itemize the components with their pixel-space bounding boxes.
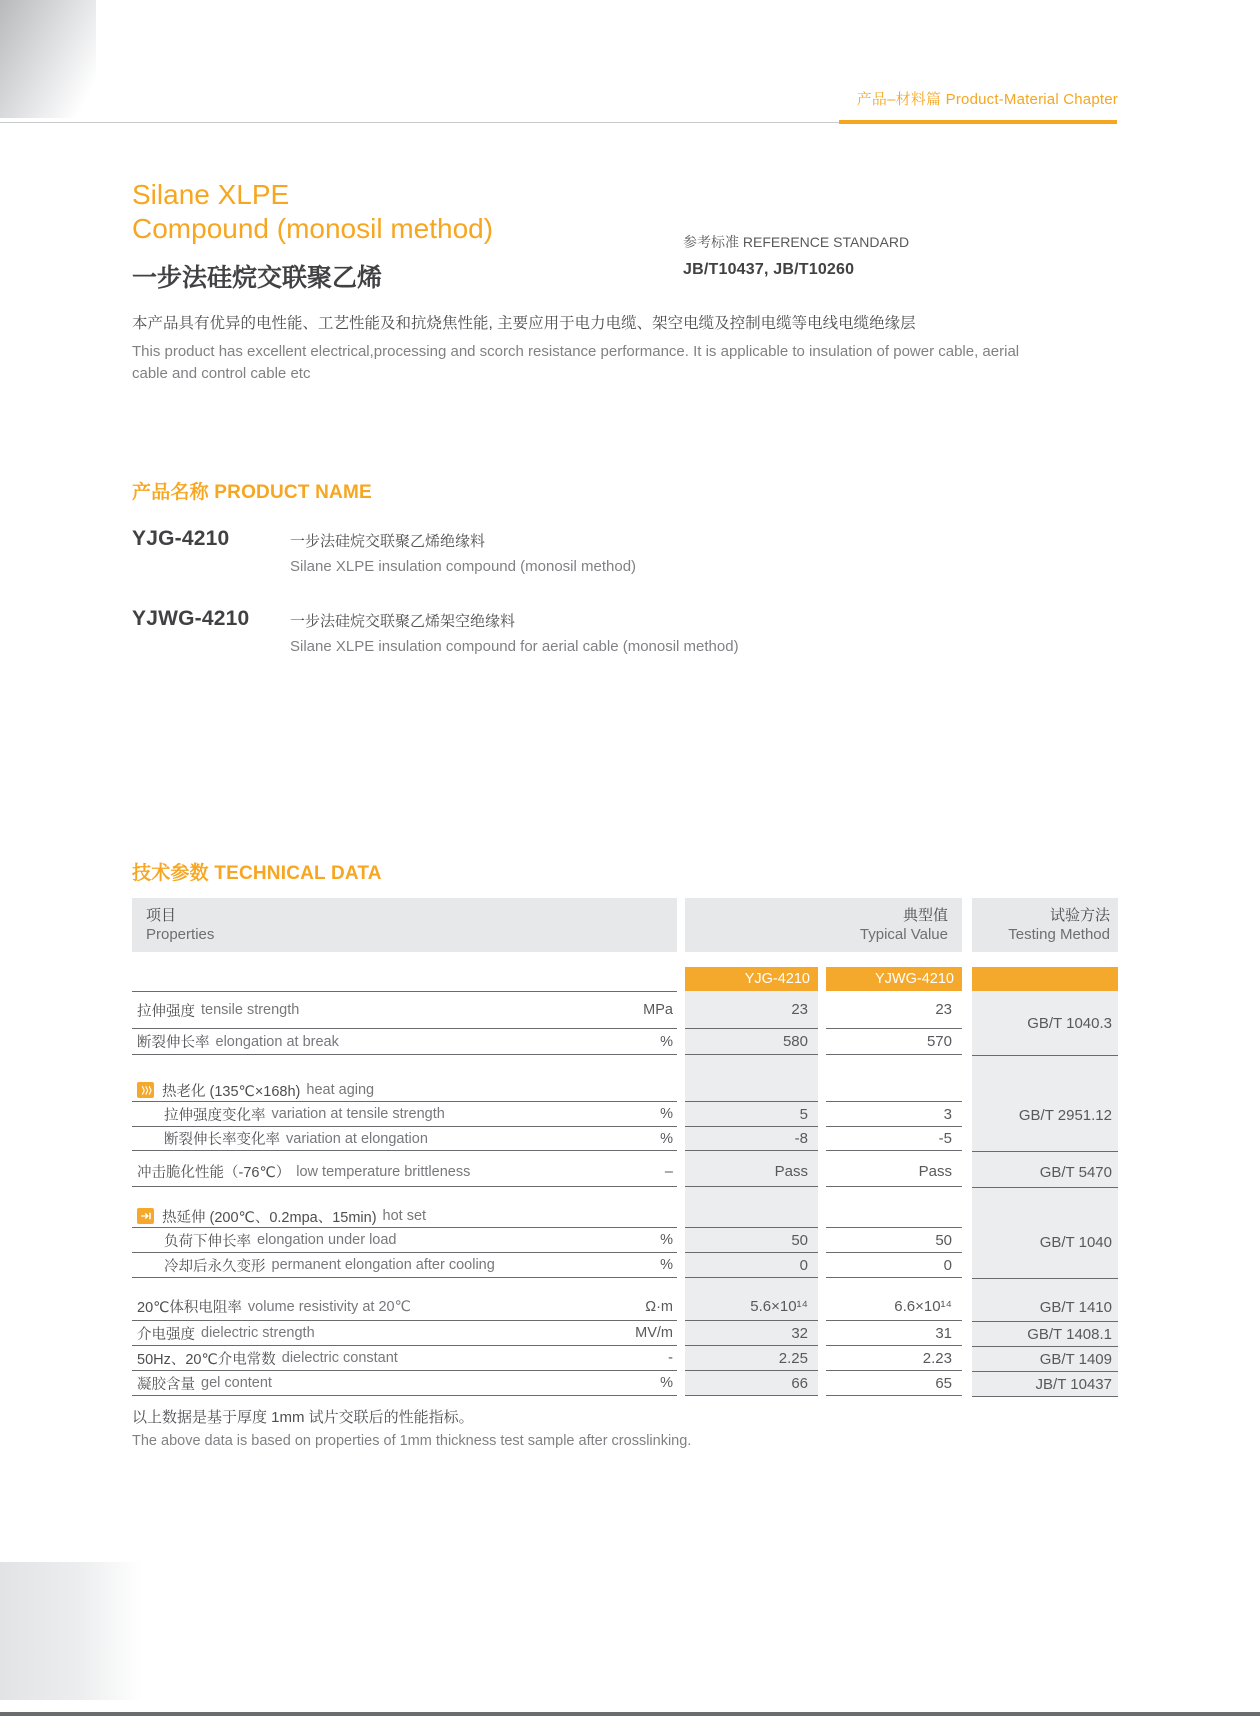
value-yjg: Pass: [685, 1157, 818, 1187]
header-typical-value: [685, 898, 962, 952]
row-label-zh: 拉伸强度变化率: [164, 1107, 266, 1124]
row-label-en: low temperature brittleness: [296, 1163, 471, 1180]
value-yjwg: Pass: [826, 1157, 962, 1187]
value-yjwg: 23: [826, 991, 962, 1029]
row-unit: %: [660, 1106, 673, 1122]
page-title: [132, 178, 493, 246]
row-label-zh: 20℃体积电阻率: [137, 1300, 242, 1316]
column-label-testing-bar: [972, 967, 1118, 991]
footnote-en: The above data is based on properties of 1mm thickness test sample after crosslinking.: [132, 1433, 692, 1449]
table-spacer-row: [132, 1187, 962, 1205]
bottom-left-gradient: [0, 1562, 142, 1700]
testing-method-column: [972, 991, 1118, 1397]
heat-waves-icon: [137, 1082, 154, 1098]
table-row-dielectric-constant: [132, 1346, 962, 1371]
product-name-heading: 产品名称 PRODUCT NAME: [132, 482, 372, 503]
table-footnote: [132, 1406, 691, 1449]
table-row-elongation-at-break: [132, 1029, 962, 1055]
row-label-zh: 断裂伸长率变化率: [164, 1132, 280, 1148]
testing-method-cell: JB/T 10437: [972, 1372, 1118, 1397]
technical-data-heading: 技术参数 TECHNICAL DATA: [132, 863, 382, 884]
header-typical-zh: 典型值: [902, 907, 948, 924]
row-label-zh: 拉伸强度: [137, 1003, 195, 1020]
value-yjg: 0: [685, 1253, 818, 1278]
value-yjwg: 50: [826, 1228, 962, 1253]
value-yjwg: 2.23: [826, 1346, 962, 1371]
table-group-heat-aging: [132, 1079, 962, 1102]
row-label-en: heat aging: [306, 1082, 375, 1098]
header-testing-en: Testing Method: [1008, 926, 1110, 943]
table-spacer-row: [132, 1055, 962, 1079]
reference-standard-value: JB/T10437, JB/T10260: [683, 261, 855, 278]
table-body: [132, 991, 962, 1396]
table-group-hot-set: [132, 1205, 962, 1228]
value-yjwg: 570: [826, 1029, 962, 1055]
row-unit: –: [664, 1163, 673, 1180]
table-spacer-row: [132, 1278, 962, 1293]
product-desc-en: Silane XLPE insulation compound (monosil method): [290, 558, 637, 575]
column-label-yjg: YJG-4210: [685, 967, 818, 991]
footnote-zh: 以上数据是基于厚度 1mm 试片交联后的性能指标。: [132, 1409, 474, 1426]
table-row-permanent-elongation: [132, 1253, 962, 1278]
table-row-gel-content: [132, 1371, 962, 1396]
header-properties-en: Properties: [146, 926, 215, 943]
header-testing-method: [972, 898, 1118, 952]
table-row-dielectric-strength: [132, 1321, 962, 1346]
testing-method-cell: GB/T 5470: [972, 1152, 1118, 1188]
value-yjg: 66: [685, 1371, 818, 1396]
product-desc-zh: 一步法硅烷交联聚乙烯绝缘料: [290, 533, 486, 550]
table-row-low-temp-brittleness: [132, 1157, 962, 1187]
row-label-en: hot set: [382, 1208, 427, 1224]
row-label-zh: 热老化 (135℃×168h): [162, 1083, 301, 1100]
top-left-gradient: [0, 0, 96, 118]
value-yjg: 2.25: [685, 1346, 818, 1371]
row-unit: MPa: [643, 1002, 673, 1018]
header-typical-en: Typical Value: [859, 926, 948, 943]
arrow-to-bar-icon: [137, 1208, 154, 1224]
testing-method-cell: GB/T 1040: [972, 1188, 1118, 1279]
page-bottom-bar: [0, 1712, 1260, 1716]
row-label-en: tensile strength: [201, 1002, 300, 1018]
page-title-line2: Compound (monosil method): [132, 213, 494, 244]
row-label-zh: 负荷下伸长率: [164, 1233, 251, 1250]
header-rule-accent: [839, 120, 1117, 124]
value-yjg: 5: [685, 1102, 818, 1127]
row-unit: Ω·m: [645, 1298, 673, 1315]
header-properties: [132, 898, 677, 952]
row-unit: -: [668, 1350, 673, 1366]
row-label-en: volume resistivity at 20℃: [247, 1298, 411, 1315]
product-code: YJWG-4210: [132, 607, 250, 630]
row-unit: MV/m: [635, 1325, 673, 1341]
intro-paragraph: [132, 312, 1024, 384]
testing-method-cell: GB/T 1040.3: [972, 991, 1118, 1056]
row-label-zh: 冷却后永久变形: [164, 1258, 266, 1275]
value-yjwg: 0: [826, 1253, 962, 1278]
column-label-yjwg: YJWG-4210: [826, 967, 962, 991]
row-label-en: dielectric constant: [281, 1350, 398, 1366]
table-product-subheader-row: [132, 967, 1118, 991]
row-unit: %: [660, 1375, 673, 1391]
reference-standard-label: 参考标准 REFERENCE STANDARD: [683, 234, 910, 250]
row-label-en: dielectric strength: [201, 1325, 315, 1341]
header-rule: [0, 122, 839, 123]
chapter-header: 产品–材料篇 Product-Material Chapter: [856, 91, 1118, 108]
value-yjwg: 65: [826, 1371, 962, 1396]
value-yjg: 23: [685, 991, 818, 1029]
technical-data-table: [132, 898, 1118, 1396]
row-label-zh: 热延伸 (200℃、0.2mpa、15min): [162, 1209, 377, 1226]
row-label-zh: 冲击脆化性能（-76℃）: [137, 1165, 291, 1181]
page-title-zh: 一步法硅烷交联聚乙烯: [132, 264, 383, 292]
table-row-variation-elongation: [132, 1127, 962, 1151]
value-yjg: -8: [685, 1127, 818, 1151]
table-row-tensile-strength: [132, 991, 962, 1029]
product-desc-zh: 一步法硅烷交联聚乙烯架空绝缘料: [290, 613, 516, 630]
header-properties-zh: 项目: [146, 907, 177, 924]
row-label-zh: 50Hz、20℃介电常数: [137, 1351, 276, 1368]
value-yjwg: 3: [826, 1102, 962, 1127]
row-label-zh: 断裂伸长率: [137, 1035, 210, 1051]
row-label-en: elongation at break: [215, 1033, 339, 1050]
value-yjg: 5.6×10¹⁴: [685, 1293, 818, 1321]
testing-method-cell: GB/T 1409: [972, 1347, 1118, 1372]
intro-en: This product has excellent electrical,processing and scorch resistance performance. It is applicable to insulation of power cable, aerial cable and control cable etc: [132, 343, 1020, 382]
intro-zh: 本产品具有优异的电性能、工艺性能及和抗烧焦性能, 主要应用于电力电缆、架空电缆及控制电缆等电线电缆绝缘层: [132, 315, 916, 332]
table-header-row: [132, 898, 1118, 952]
row-label-en: elongation under load: [257, 1232, 397, 1248]
row-unit: %: [660, 1130, 673, 1147]
row-label-zh: 凝胶含量: [137, 1376, 195, 1393]
testing-method-cell: GB/T 1408.1: [972, 1322, 1118, 1347]
value-yjwg: 6.6×10¹⁴: [826, 1293, 962, 1321]
row-label-en: gel content: [201, 1375, 272, 1391]
value-yjg: 580: [685, 1029, 818, 1055]
reference-standard: [683, 232, 909, 279]
row-label-en: variation at elongation: [286, 1130, 428, 1147]
row-label-en: permanent elongation after cooling: [271, 1257, 495, 1273]
testing-method-cell: GB/T 1410: [972, 1279, 1118, 1322]
header-testing-zh: 试验方法: [1049, 907, 1110, 924]
row-label-en: variation at tensile strength: [271, 1106, 445, 1122]
product-code: YJG-4210: [132, 527, 230, 550]
page-title-line1: Silane XLPE: [132, 179, 290, 210]
table-row-elongation-under-load: [132, 1228, 962, 1253]
testing-method-cell: GB/T 2951.12: [972, 1056, 1118, 1152]
value-yjg: 50: [685, 1228, 818, 1253]
row-unit: %: [660, 1033, 673, 1050]
value-yjwg: -5: [826, 1127, 962, 1151]
value-yjwg: 31: [826, 1321, 962, 1346]
table-row-volume-resistivity: [132, 1293, 962, 1321]
row-unit: %: [660, 1232, 673, 1248]
product-desc-en: Silane XLPE insulation compound for aerial cable (monosil method): [290, 638, 739, 655]
row-label-zh: 介电强度: [137, 1326, 195, 1343]
table-row-variation-tensile: [132, 1102, 962, 1127]
value-yjg: 32: [685, 1321, 818, 1346]
row-unit: %: [660, 1257, 673, 1273]
